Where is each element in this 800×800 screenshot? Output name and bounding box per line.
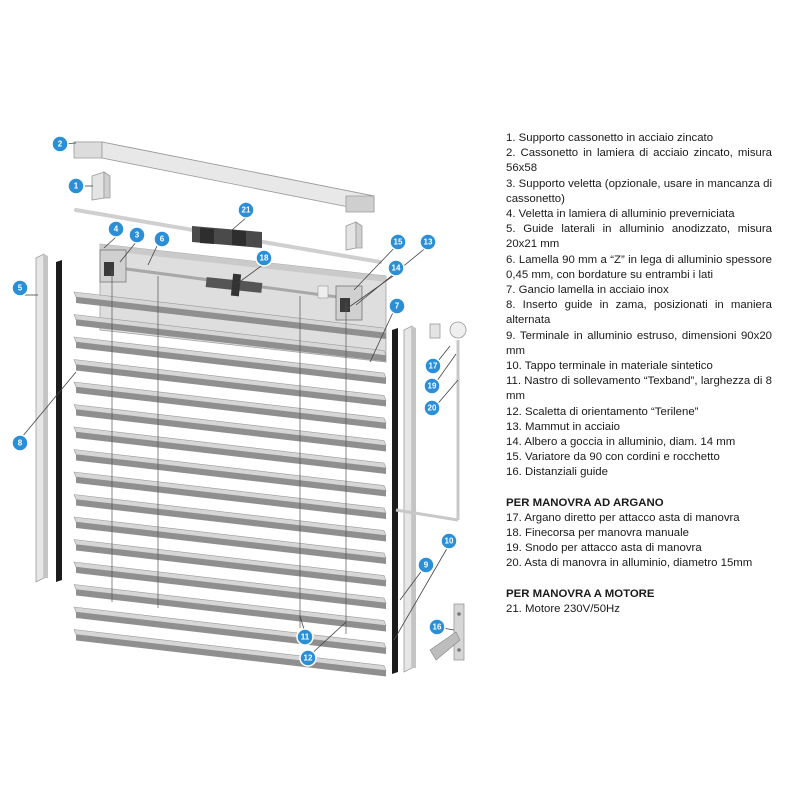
section-title-motore: PER MANOVRA A MOTORE: [506, 587, 655, 600]
head-mechanism-left: [100, 250, 126, 282]
svg-text:11: 11: [300, 632, 310, 642]
callout-17: [425, 358, 441, 374]
section-title-argano: PER MANOVRA AD ARGANO: [506, 496, 664, 509]
callout-8: [12, 435, 28, 451]
legend-item-6: 6. Lamella 90 mm a “Z” in lega di alluminio spessore 0,45 mm, con bordature su entrambi i lati: [506, 253, 772, 281]
svg-text:8: 8: [17, 438, 23, 448]
callout-6: [154, 231, 170, 247]
legend-item-21: 21. Motore 230V/50Hz: [506, 602, 620, 615]
svg-text:6: 6: [159, 234, 165, 244]
cassonetto-box: [74, 142, 374, 212]
callout-10: [441, 533, 457, 549]
callout-21: [238, 202, 254, 218]
svg-text:2: 2: [57, 139, 63, 149]
callout-14: [388, 260, 404, 276]
callout-2: [52, 136, 68, 152]
callout-7: [389, 298, 405, 314]
callout-20: [424, 400, 440, 416]
svg-text:4: 4: [113, 224, 119, 234]
legend-item-9: 9. Terminale in alluminio estruso, dimensioni 90x20 mm: [506, 329, 772, 357]
callout-9: [418, 557, 434, 573]
legend-item-12: 12. Scaletta di orientamento “Terilene”: [506, 405, 699, 418]
svg-text:19: 19: [427, 381, 437, 391]
motor: [192, 226, 262, 248]
svg-text:18: 18: [259, 253, 269, 263]
svg-text:13: 13: [423, 237, 433, 247]
legend-item-16: 16. Distanziali guide: [506, 466, 608, 479]
callout-19: [424, 378, 440, 394]
callout-4: [108, 221, 124, 237]
callout-5: [12, 280, 28, 296]
svg-text:16: 16: [432, 622, 442, 632]
legend-item-20: 20. Asta di manovra in alluminio, diametro 15mm: [506, 557, 753, 570]
svg-text:12: 12: [303, 653, 313, 663]
legend-item-5: 5. Guide laterali in alluminio anodizzato, misura 20x21 mm: [506, 223, 772, 251]
callout-18: [256, 250, 272, 266]
legend-item-15: 15. Variatore da 90 con cordini e rocchetto: [506, 451, 720, 464]
callout-13: [420, 234, 436, 250]
callout-12: [300, 650, 316, 666]
svg-text:21: 21: [241, 205, 251, 215]
svg-text:14: 14: [391, 263, 401, 273]
callout-3: [129, 227, 145, 243]
svg-text:5: 5: [17, 283, 23, 293]
motore-list: [506, 602, 772, 617]
callout-15: [390, 234, 406, 250]
legend-item-14: 14. Albero a goccia in alluminio, diam. 14 mm: [506, 436, 736, 449]
legend-item-17: 17. Argano diretto per attacco asta di manovra: [506, 511, 740, 524]
right-guide-insert: [392, 328, 398, 674]
svg-text:17: 17: [428, 361, 438, 371]
svg-text:1: 1: [73, 181, 79, 191]
legend-item-8: 8. Inserto guide in zama, posizionati in maniera alternata: [506, 299, 772, 327]
callout-11: [297, 629, 313, 645]
svg-text:10: 10: [444, 536, 454, 546]
callout-1: [68, 178, 84, 194]
svg-text:7: 7: [394, 301, 400, 311]
legend-item-1: 1. Supporto cassonetto in acciaio zincato: [506, 132, 714, 144]
cassonetto-bracket-right: [346, 222, 362, 250]
legend-item-13: 13. Mammut in acciaio: [506, 420, 620, 433]
legend-item-4: 4. Veletta in lamiera di alluminio preverniciata: [506, 208, 735, 221]
left-guide-insert: [56, 260, 62, 582]
legend-list: [506, 131, 772, 481]
legend-item-10: 10. Tappo terminale in materiale sintetico: [506, 360, 713, 373]
legend: [506, 131, 772, 617]
svg-text:20: 20: [427, 403, 437, 413]
svg-text:15: 15: [393, 237, 403, 247]
callout-16: [429, 619, 445, 635]
slats-group: [74, 292, 386, 677]
legend-item-2: 2. Cassonetto in lamiera di acciaio zincato, misura 56x58: [506, 147, 772, 175]
legend-item-11: 11. Nastro di sollevamento “Texband”, larghezza di 8 mm: [506, 375, 772, 403]
svg-text:9: 9: [423, 560, 429, 570]
argano-list: [506, 511, 772, 572]
legend-item-19: 19. Snodo per attacco asta di manovra: [506, 542, 702, 555]
cassonetto-bracket-left: [92, 172, 110, 200]
svg-text:3: 3: [134, 230, 140, 240]
legend-item-7: 7. Gancio lamella in acciaio inox: [506, 284, 669, 297]
legend-item-3: 3. Supporto veletta (opzionale, usare in mancanza di cassonetto): [506, 177, 772, 205]
legend-item-18: 18. Finecorsa per manovra manuale: [506, 527, 689, 540]
